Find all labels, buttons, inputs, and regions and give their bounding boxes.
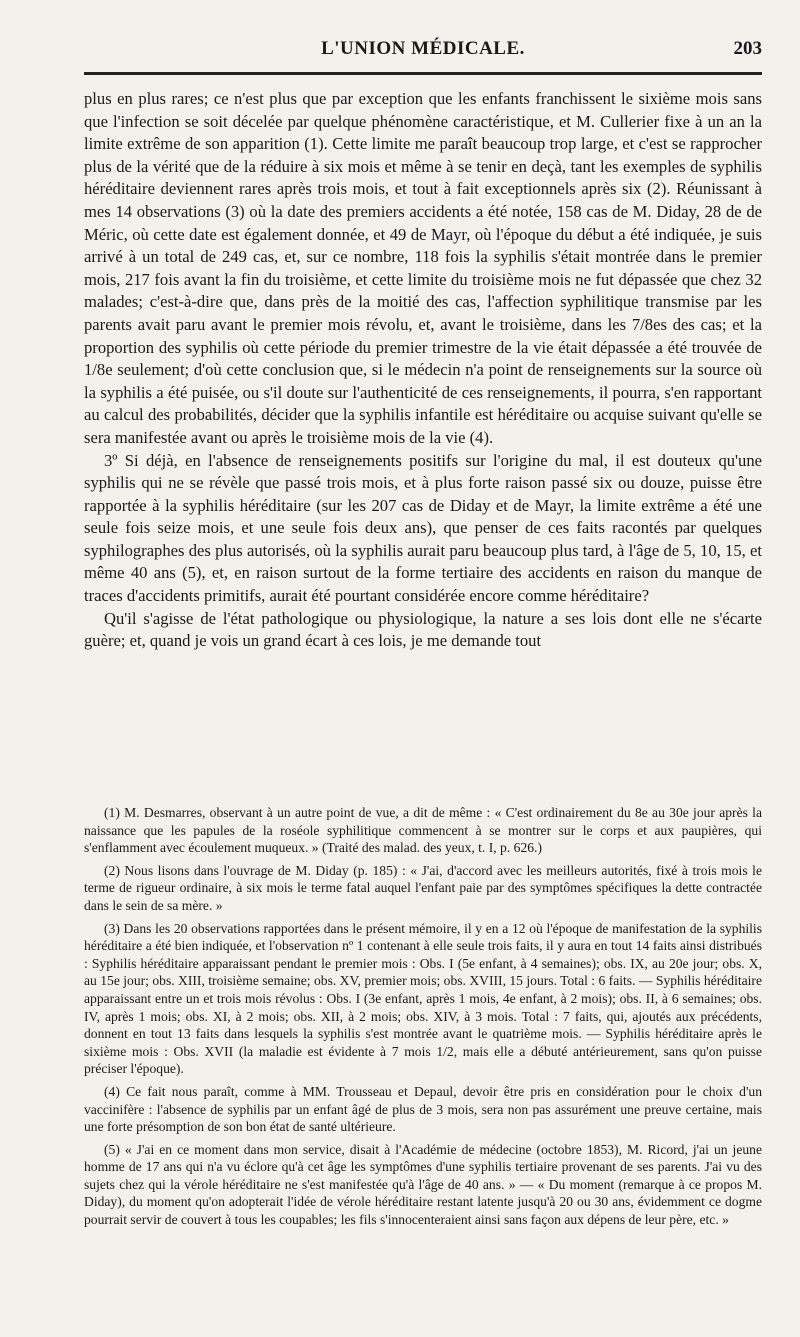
body-text [84, 88, 762, 653]
header-rule [84, 72, 762, 75]
footnotes [84, 804, 762, 1234]
page-number: 203 [733, 38, 762, 59]
footnote: (2) Nous lisons dans l'ouvrage de M. Diday (p. 185) : « J'ai, d'accord avec les meilleurs autorités, fixé à trois mois le terme de rigueur ordinaire, à six mois le terme fatal auquel l'enfant paie par des symptômes spécifiques la dette contractée dans le sein de sa mère. » [84, 862, 762, 913]
footnote: (4) Ce fait nous paraît, comme à MM. Trousseau et Depaul, devoir être pris en considération pour le choix d'un vaccinifère : l'absence de syphilis par un enfant âgé de plus de 3 mois, sera non pas assurément une preuve certaine, mais une forte présomption de son bon état de santé ultérieure. [84, 1083, 762, 1135]
paragraph: plus en plus rares; ce n'est plus que par exception que les enfants franchissent le sixième mois sans que l'infection se soit décelée par quelque phénomène caractéristique, et M. Cullerier fixe à un an la limite extrême de son apparition (1). Cette limite me paraît beaucoup trop large, et c'est se rapprocher plus de la vérité que de la réduire à six mois et même à se tenir en deçà, tant les exemples de syphilis héréditaire deviennent rares après trois mois, et tout à fait exceptionnels après six (2). Réunissant à mes 14 observations (3) où la date des premiers accidents a été notée, 158 cas de M. Diday, 28 de de Méric, où cette date est également donnée, et 49 de Mayr, où l'époque du début a été indiquée, je suis arrivé à un total de 249 cas, et, sur ce nombre, 118 fois la syphilis s'était montrée dans le premier mois, 217 fois avant la fin du troisième, et cette limite du troisième mois ne fut dépassée que chez 32 malades; c'est-à-dire que, dans près de la moitié des cas, l'affection syphilitique transmise par les parents avait paru avant le premier mois révolu, et, avant le troisième, dans les 7/8es des cas; et la proportion des syphilis où cette période du premier trimestre de la vie était dépassée a été trouvée de 1/8e seulement; d'où cette conclusion que, si le médecin n'a point de renseignements sur la source où la syphilis a été puisée, ou s'il doute sur l'authenticité de ces renseignements, il pourra, s'en rapportant au calcul des probabilités, décider que la syphilis infantile est héréditaire ou acquise suivant qu'elle se sera manifestée avant ou après le troisième mois de la vie (4). [84, 89, 762, 447]
paragraph: Qu'il s'agisse de l'état pathologique ou physiologique, la nature a ses lois dont elle ne s'écarte guère; et, quand je vois un grand écart à ces lois, je me demande tout [84, 608, 762, 651]
journal-title: L'UNION MÉDICALE. [321, 38, 525, 59]
footnote: (1) M. Desmarres, observant à un autre point de vue, a dit de même : « C'est ordinairement du 8e au 30e jour après la naissance que les papules de la roséole syphilitique commencent à se montrer sur le corps et aux paupières, qui s'enflamment avec écoulement muqueux. » (Traité des malad. des yeux, t. I, p. 626.) [84, 805, 762, 856]
footnote: (5) « J'ai en ce moment dans mon service, disait à l'Académie de médecine (octobre 1853), M. Ricord, j'ai un jeune homme de 17 ans qui n'a vu éclore qu'à cet âge les symptômes d'une syphilis tertiaire provenant de ses parents. J'ai vu des sujets chez qui la vérole héréditaire ne s'est manifestée qu'à l'âge de 40 ans. » — « Du moment (remarque à ce propos M. Diday), du moment qu'on adopterait l'idée de vérole héréditaire restant latente jusqu'à 20 ou 30 ans, évidemment ce dogme pourrait servir de couvert à tous les coupables; les fils s'innocenteraient ainsi sans façon aux dépens de leur père, etc. » [84, 1141, 762, 1228]
footnote: (3) Dans les 20 observations rapportées dans le présent mémoire, il y en a 12 où l'époque de manifestation de la syphilis héréditaire a été bien indiquée, et l'observation nº 1 contenant à elle seule trois faits, il y aura en tout 14 faits ainsi distribués : Syphilis héréditaire apparaissant pendant le premier mois : Obs. I (5e enfant, à 4 semaines); obs. IX, au 20e jour; obs. X, au 15e jour; obs. XIII, troisième semaine; obs. XV, premier mois; obs. XVIII, 15 jours. Total : 6 faits. — Syphilis héréditaire apparaissant entre un et trois mois révolus : Obs. I (3e enfant, après 1 mois, 4e enfant, à 2 mois); obs. II, à 6 semaines; obs. IV, après 1 mois; obs. XI, à 2 mois; obs. XII, à 2 mois; obs. XIV, à 3 mois. Total : 7 faits, qui, ajoutés aux précédents, donnent en tout 13 faits dans lesquels la syphilis s'est montrée avant le quatrième mois. — Syphilis héréditaire après le sixième mois : Obs. XVII (la maladie est évidente à 7 mois 1/2, mais elle a débuté antérieurement, sans qu'on puisse préciser l'époque). [84, 920, 762, 1077]
running-header [84, 36, 762, 70]
paragraph: 3º Si déjà, en l'absence de renseignements positifs sur l'origine du mal, il est douteux qu'une syphilis qui ne se révèle que passé trois mois, et à plus forte raison passé six ou douze, puisse être rapportée à la syphilis héréditaire (sur les 207 cas de Diday et de Mayr, la limite extrême a été une seule fois seize mois, et une seule fois deux ans), que penser de ces faits racontés par quelques syphilographes des plus autorisés, où la syphilis aurait paru beaucoup plus tard, à l'âge de 5, 10, 15, et même 40 ans (5), et, en raison surtout de la forme tertiaire des accidents en raison du manque de traces d'accidents primitifs, aurait été pourtant considérée encore comme héréditaire? [84, 450, 762, 606]
